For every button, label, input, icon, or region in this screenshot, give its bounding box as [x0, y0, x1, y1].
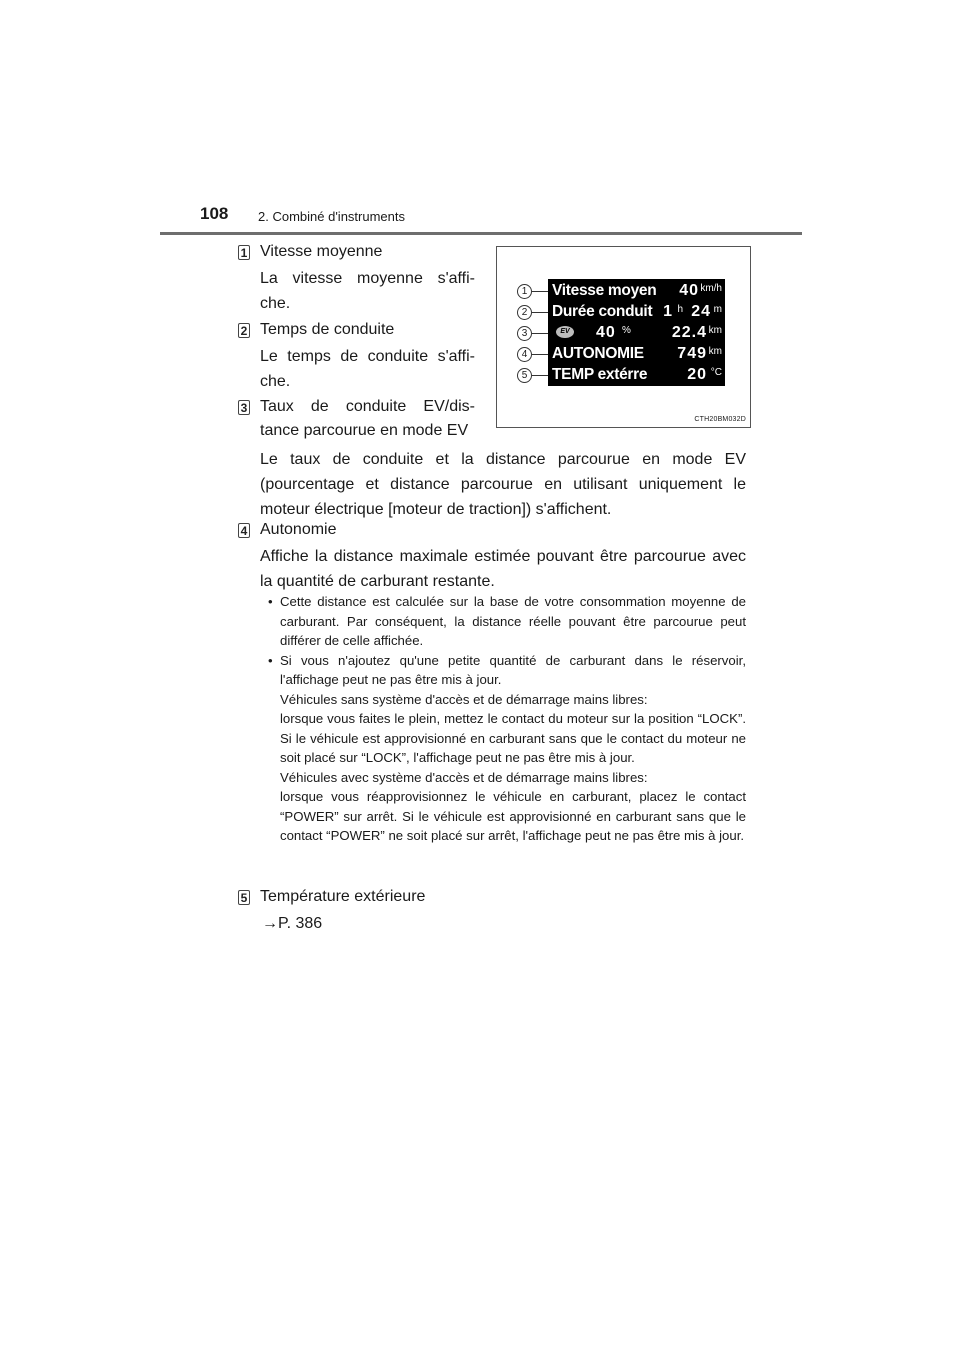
bullet-subtext: lorsque vous réapprovisionnez le véhicule en carburant, placez le contact “POWER” sur arrêt. Si le véhicule est approvisionné en carburant sans que le contact “POWER” ne soit placé sur arrêt, l'affichage peut ne pas être mis à jour. [280, 789, 746, 843]
item-desc-average-speed-line1: La vitesse moyenne s'affi- [260, 270, 475, 287]
list-item [268, 651, 746, 846]
screen-row-average-speed [548, 280, 725, 301]
bullet-dot: • [268, 594, 273, 609]
item-desc-drive-time-line2: che. [260, 373, 291, 390]
screen-unit: °C [710, 367, 722, 378]
callout-1: 1 [517, 284, 532, 299]
callout-3: 3 [517, 326, 532, 341]
item-desc-range: Affiche la distance maximale estimée pouvant être parcourue avec la quantité de carburant restante. [260, 548, 746, 590]
screen-label: Vitesse moyen [552, 282, 657, 299]
item-number-5: 5 [238, 890, 250, 905]
screen-label: TEMP extérre [552, 366, 648, 383]
screen-unit: km [708, 346, 722, 357]
item-number-3: 3 [238, 400, 250, 415]
figure-code: CTH20BM032D [694, 416, 746, 423]
screen-ev-percent: 40 [596, 324, 616, 341]
screen-row-range [548, 343, 725, 364]
callout-line [532, 312, 548, 313]
section-title: 2. Combiné d'instruments [258, 209, 405, 224]
screen-unit: km [708, 325, 722, 336]
page-number: 108 [200, 204, 229, 223]
screen-row-ev [548, 322, 725, 343]
multi-info-screen [548, 279, 725, 386]
item-number-1: 1 [238, 245, 250, 260]
item-desc-drive-time-line1: Le temps de conduite s'affi- [260, 348, 475, 365]
callout-2: 2 [517, 305, 532, 320]
callout-5: 5 [517, 368, 532, 383]
screen-value-minutes: 24 [691, 303, 711, 320]
item-title-ev-rate-line1: Taux de conduite EV/dis- [260, 398, 475, 415]
screen-unit-minutes: m [713, 304, 722, 315]
item-title-range: Autonomie [260, 521, 337, 538]
ev-icon: EV [556, 326, 574, 338]
screen-value: 40 [679, 282, 699, 299]
header-divider [160, 232, 802, 235]
bullet-subtitle: Véhicules avec système d'accès et de démarrage mains libres: [280, 769, 648, 785]
item-title-drive-time: Temps de conduite [260, 321, 395, 338]
instrument-display-figure [496, 246, 751, 428]
screen-value: 749 [677, 345, 707, 362]
bullet-text: Cette distance est calculée sur la base de votre consommation moyenne de carburant. Par conséquent, la distance réelle pouvant être parcourue peut différer de celle affichée. [280, 594, 746, 648]
bullet-subtext: lorsque vous faites le plein, mettez le contact du moteur sur la position “LOCK”. Si le véhicule est approvisionné en carburant sans que le contact du moteur ne soit placé sur “LOCK”, l'affichage peut ne pas être mis à jour. [280, 711, 746, 765]
bullet-subtitle: Véhicules sans système d'accès et de démarrage mains libres: [280, 691, 648, 707]
screen-unit: km/h [700, 283, 722, 294]
callout-line [532, 333, 548, 334]
screen-value-hours: 1 [663, 303, 673, 320]
bullet-dot: • [268, 652, 273, 668]
screen-row-outside-temp [548, 364, 725, 385]
item-number-2: 2 [238, 323, 250, 338]
screen-ev-percent-unit: % [622, 325, 631, 336]
range-notes [268, 592, 746, 846]
item-desc-average-speed-line2: che. [260, 295, 291, 312]
item-title-average-speed: Vitesse moyenne [260, 243, 383, 260]
callout-line [532, 291, 548, 292]
screen-value: 20 [687, 366, 707, 383]
callout-4: 4 [517, 347, 532, 362]
screen-label: AUTONOMIE [552, 345, 644, 362]
item-title-outside-temp: Température extérieure [260, 888, 426, 905]
item-number-4: 4 [238, 523, 250, 538]
bullet-text: Si vous n'ajoutez qu'une petite quantité de carburant dans le réservoir, l'affichage peut ne pas être mis à jour. [280, 652, 746, 687]
item-title-ev-rate-line2: tance parcourue en mode EV [260, 422, 469, 439]
page-reference-link[interactable]: →P. 386 [262, 915, 323, 932]
screen-unit-hours: h [677, 304, 683, 315]
callout-line [532, 375, 548, 376]
screen-label: Durée conduit [552, 303, 653, 320]
list-item [268, 592, 746, 651]
screen-row-drive-time [548, 301, 725, 322]
callout-line [532, 354, 548, 355]
screen-value: 22.4 [671, 324, 707, 341]
item-desc-ev-rate: Le taux de conduite et la distance parcourue en mode EV (pourcentage et distance parcourue en utilisant uniquement le moteur électrique [moteur de traction]) s'affichent. [260, 451, 746, 518]
